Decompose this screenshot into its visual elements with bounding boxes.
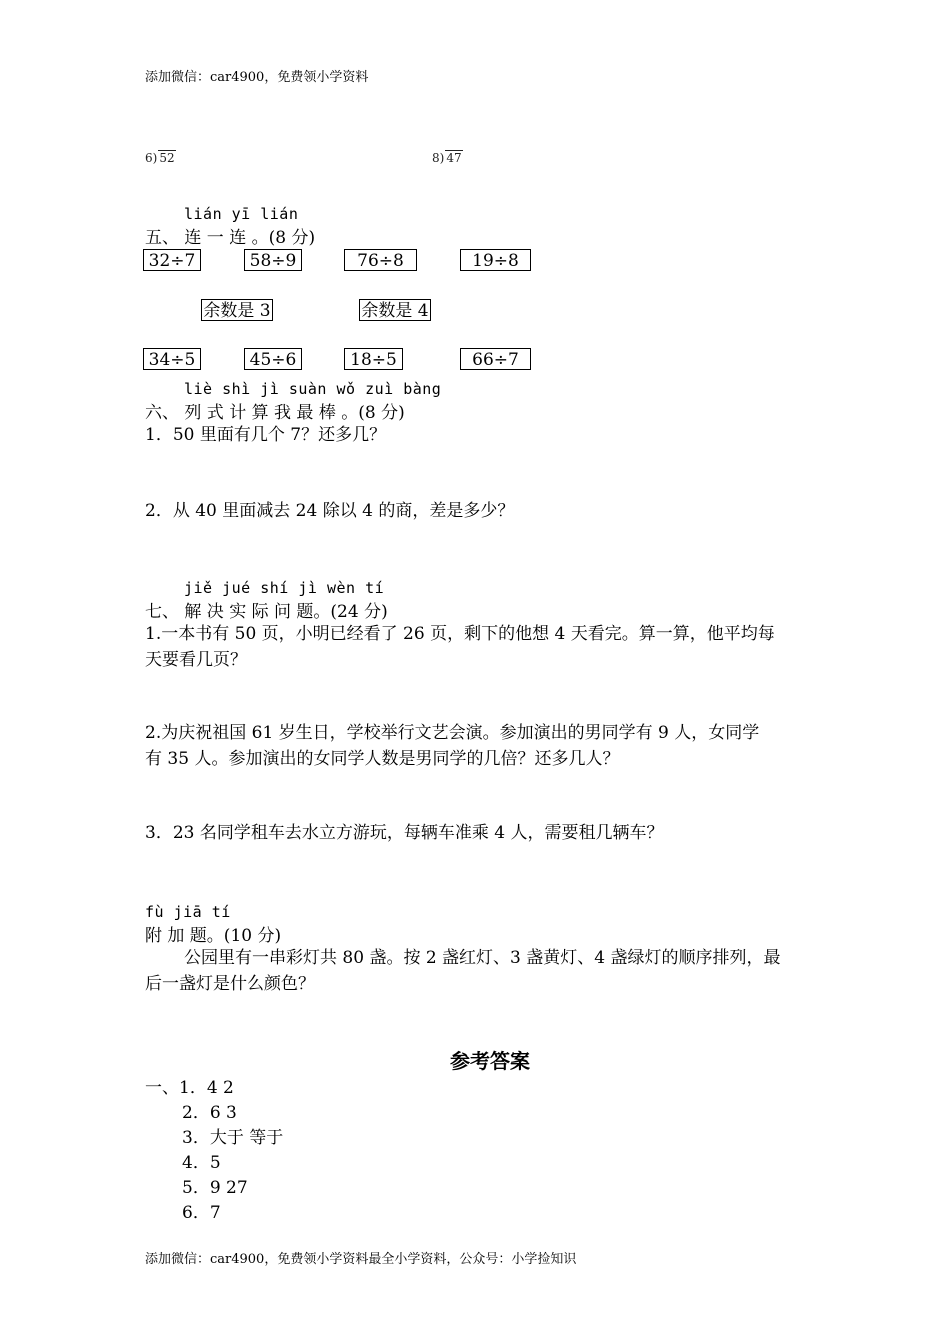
expr-box[interactable]: 34÷5 — [143, 348, 201, 370]
question-6-2: 2．从 40 里面减去 24 除以 4 的商，差是多少？ — [145, 501, 515, 521]
question-6-1: 1．50 里面有几个 7？还多几？ — [145, 425, 387, 445]
page-header: 添加微信：car4900，免费领小学资料 — [145, 70, 369, 85]
expr-box[interactable]: 19÷8 — [460, 249, 531, 271]
bonus-title: 附 加 题。(10 分) — [145, 926, 282, 946]
dividend: 52 — [159, 151, 175, 165]
answer-item: 5．9 27 — [182, 1178, 248, 1198]
section7-pinyin: jiě jué shí jì wèn tí — [184, 579, 385, 597]
expr-box[interactable]: 76÷8 — [344, 249, 417, 271]
divisor: 8 — [432, 151, 440, 165]
long-division-2 — [432, 151, 463, 165]
answer-item: 2．6 3 — [182, 1103, 237, 1123]
question-7-2-line2: 有 35 人。参加演出的女同学人数是男同学的几倍？还多几人？ — [145, 749, 620, 769]
section6-title: 六、 列 式 计 算 我 最 棒 。(8 分) — [145, 403, 405, 423]
section5-title: 五、 连 一 连 。(8 分) — [145, 228, 316, 248]
answer-item: 6．7 — [182, 1203, 221, 1223]
bracket: ) — [439, 151, 445, 165]
question-7-1-line2: 天要看几页？ — [145, 650, 247, 670]
section7-title: 七、 解 决 实 际 问 题。(24 分) — [145, 602, 388, 622]
expr-box[interactable]: 66÷7 — [460, 348, 531, 370]
section5-pinyin: lián yī lián — [184, 205, 299, 223]
expr-box[interactable]: 18÷5 — [344, 348, 403, 370]
section6-pinyin: liè shì jì suàn wǒ zuì bàng — [184, 380, 442, 398]
bonus-line1: 公园里有一串彩灯共 80 盏。按 2 盏红灯、3 盏黄灯、4 盏绿灯的顺序排列，最 — [184, 948, 781, 968]
page-footer: 添加微信：car4900，免费领小学资料最全小学资料，公众号：小学捡知识 — [145, 1252, 577, 1267]
expr-box[interactable]: 58÷9 — [244, 249, 302, 271]
expr-box[interactable]: 45÷6 — [244, 348, 302, 370]
long-division-1 — [145, 151, 176, 165]
answer-item: 4．5 — [182, 1153, 221, 1173]
remainder-box[interactable]: 余数是 4 — [359, 299, 431, 321]
bonus-pinyin: fù jiā tí — [145, 903, 231, 921]
question-7-1-line1: 1.一本书有 50 页，小明已经看了 26 页，剩下的他想 4 天看完。算一算，他平均每 — [145, 624, 775, 644]
answer-item: 一、1．4 2 — [145, 1078, 234, 1098]
question-7-2-line1: 2.为庆祝祖国 61 岁生日，学校举行文艺会演。参加演出的男同学有 9 人，女同学 — [145, 723, 760, 743]
remainder-box[interactable]: 余数是 3 — [201, 299, 273, 321]
divisor: 6 — [145, 151, 153, 165]
answers-title: 参考答案 — [450, 1049, 530, 1073]
bonus-line2: 后一盏灯是什么颜色？ — [145, 974, 315, 994]
expr-box[interactable]: 32÷7 — [143, 249, 201, 271]
question-7-3: 3．23 名同学租车去水立方游玩，每辆车准乘 4 人，需要租几辆车？ — [145, 823, 664, 843]
bracket: ) — [152, 151, 158, 165]
dividend: 47 — [446, 151, 462, 165]
answer-item: 3．大于 等于 — [182, 1128, 284, 1148]
